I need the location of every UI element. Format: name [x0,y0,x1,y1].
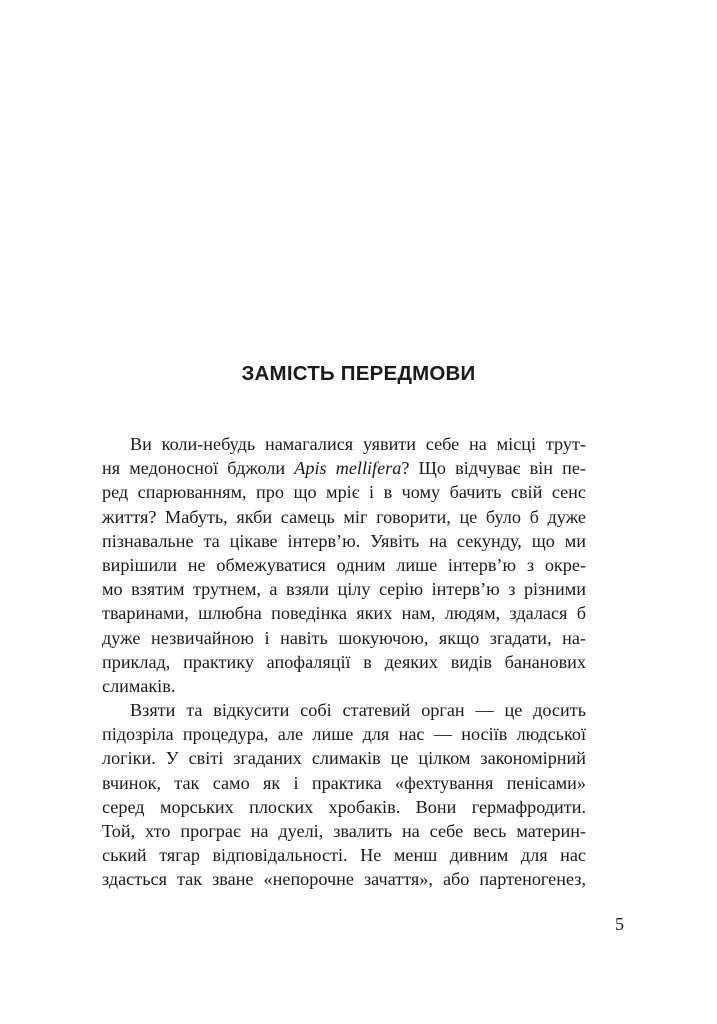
paragraph-1 [102,432,586,698]
text-line: здасться так зване «непорочне зачаття», або партеногенез, [102,869,586,890]
text-segment: ня медоносної бджоли [102,458,295,479]
page-number: 5 [615,914,624,934]
text-line: приклад, практику апофаляції в деяких видів бананових [102,651,586,672]
text-line: підозріла процедура, але лише для нас — носіїв людської [102,724,586,745]
text-segment: ? Що відчуває він пе- [401,458,586,479]
text-line: життя? Мабуть, якби самець міг говорити, це було б дуже [102,506,586,527]
text-line: ський тягар відповідальності. Не менш дивним для нас [102,845,586,866]
text-line: слимаків. [102,675,176,696]
text-line: ред спарюванням, про що мріє і в чому бачить свій сенс [102,482,586,503]
paragraph-2 [102,698,586,892]
body-text [102,432,586,892]
text-line: логіки. У світі згаданих слимаків це цілком закономірний [102,748,586,769]
text-line: тваринами, шлюбна поведінка яких нам, людям, здалася б [102,603,586,624]
text-line: Ви коли-небудь намагалися уявити себе на місці трут- [130,434,586,454]
chapter-heading: ЗАМІСТЬ ПЕРЕДМОВИ [241,362,476,385]
text-line: вчинок, так само як і практика «фехтування пенісами» [102,772,586,793]
text-line [102,456,586,480]
text-line: Той, хто програє на дуелі, звалить на себе весь материн- [102,821,586,841]
text-line: пізнавальне та цікаве інтерв’ю. Уявіть на секунду, що ми [102,530,586,551]
species-name: Apis mellifera [294,458,402,479]
text-line: Взяти та відкусити собі статевий орган — це досить [130,700,586,721]
text-line: дуже незвичайною і навіть шокуючою, якщо згадати, на- [102,627,586,648]
text-line: вирішили не обмежуватися одним лише інтерв’ю з окре- [102,554,586,575]
text-line: мо взятим трутнем, а взяли цілу серію інтерв’ю з різними [102,579,586,600]
text-line: серед морських плоских хробаків. Вони гермафродити. [102,796,586,817]
